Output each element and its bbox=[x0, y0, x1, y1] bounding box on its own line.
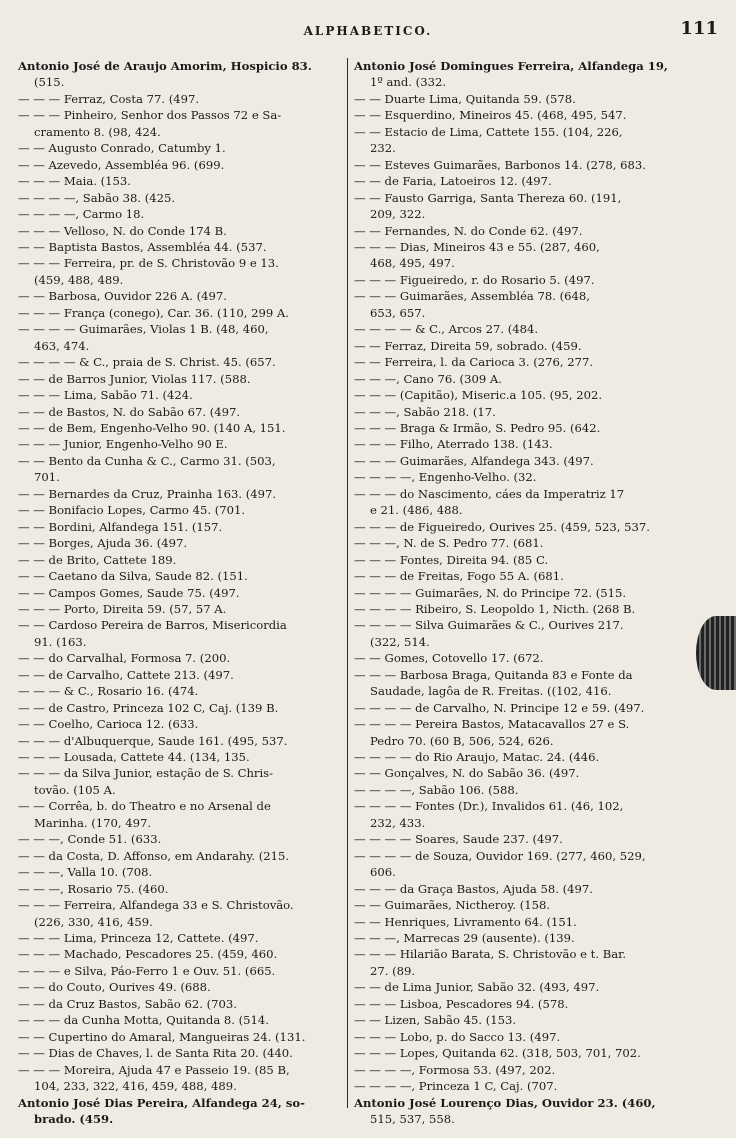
directory-entry-line: — — Azevedo, Assembléa 96. (699. bbox=[18, 157, 225, 172]
directory-entry-line: — — — — & C., Arcos 27. (484. bbox=[354, 322, 539, 337]
directory-entry-line: — — Borges, Ajuda 36. (497. bbox=[18, 536, 188, 551]
directory-entry-line: — — Bordini, Alfandega 151. (157. bbox=[18, 519, 223, 534]
directory-entry-line: — — Esquerdino, Mineiros 45. (468, 495, 547. bbox=[354, 108, 627, 123]
directory-entry-line: 463, 474. bbox=[34, 338, 90, 353]
directory-entry-line: Antonio José de Araujo Amorim, Hospicio 83. bbox=[18, 59, 312, 73]
directory-entry-line: — — — — & C., praia de S. Christ. 45. (657. bbox=[18, 355, 276, 370]
directory-entry-line: — — — Lopes, Quitanda 62. (318, 503, 701, 702. bbox=[354, 1046, 641, 1061]
directory-entry-line: — — — da Cunha Motta, Quitanda 8. (514. bbox=[18, 1013, 269, 1028]
directory-entry-line: — — Guimarães, Nictheroy. (158. bbox=[354, 898, 551, 913]
directory-entry-line: — — Esteves Guimarães, Barbonos 14. (278, 683. bbox=[354, 157, 646, 172]
directory-entry-line: Marinha. (170, 497. bbox=[34, 815, 152, 830]
directory-entry-line: — — Gomes, Cotovello 17. (672. bbox=[354, 651, 544, 666]
directory-entry-line: — — Cupertino do Amaral, Mangueiras 24. (131. bbox=[18, 1029, 306, 1044]
directory-entry-line: — — Corrêa, b. do Theatro e no Arsenal de bbox=[18, 799, 271, 814]
directory-entry-line: — — — — de Carvalho, N. Principe 12 e 59. (497. bbox=[354, 700, 645, 715]
directory-entry-line: — — — Figueiredo, r. do Rosario 5. (497. bbox=[354, 272, 595, 287]
directory-entry-line: — — — Lousada, Cattete 44. (134, 135. bbox=[18, 750, 250, 765]
directory-entry-line: — — de Barros Junior, Violas 117. (588. bbox=[18, 371, 251, 386]
directory-entry-line: — — da Cruz Bastos, Sabão 62. (703. bbox=[18, 996, 237, 1011]
directory-entry-line: — — — —, Engenho-Velho. (32. bbox=[354, 470, 537, 485]
directory-entry-line: Antonio José Domingues Ferreira, Alfandega 19, bbox=[354, 59, 668, 73]
directory-entry-line: Antonio José Lourenço Dias, Ouvidor 23. (460, bbox=[354, 1095, 656, 1110]
directory-entry-line: e 21. (486, 488. bbox=[370, 503, 463, 518]
column-divider bbox=[347, 58, 348, 1108]
directory-entry-line: — — de Brito, Cattete 189. bbox=[18, 552, 177, 567]
directory-entry-line: — — — Braga & Irmão, S. Pedro 95. (642. bbox=[354, 420, 601, 435]
directory-entry-line: — — de Faria, Latoeiros 12. (497. bbox=[354, 174, 552, 189]
directory-entry-line: — — —, N. de S. Pedro 77. (681. bbox=[354, 536, 544, 551]
directory-entry-line: — — da Costa, D. Affonso, em Andarahy. (215. bbox=[18, 848, 290, 863]
directory-entry-line: — — — da Graça Bastos, Ajuda 58. (497. bbox=[354, 881, 593, 896]
directory-entry-line: 91. (163. bbox=[34, 634, 87, 649]
directory-entry-line: — — Barbosa, Ouvidor 226 A. (497. bbox=[18, 289, 227, 304]
directory-entry-line: — — — —, Sabão 38. (425. bbox=[18, 190, 176, 205]
directory-entry-line: 468, 495, 497. bbox=[370, 256, 455, 271]
directory-entry-line: — — — — Fontes (Dr.), Invalidos 61. (46, 102, bbox=[354, 799, 624, 814]
directory-entry-line: — — — —, Princeza 1 C, Caj. (707. bbox=[354, 1079, 558, 1094]
directory-entry-line: tovão. (105 A. bbox=[34, 782, 116, 797]
directory-entry-line: — — — — Guimarães, Violas 1 B. (48, 460, bbox=[18, 322, 269, 337]
directory-entry-line: — — — do Nascimento, cáes da Imperatriz 17 bbox=[354, 486, 625, 501]
directory-entry-line: — — — Guimarães, Assembléa 78. (648, bbox=[354, 289, 590, 304]
directory-entry-line: — — Fausto Garriga, Santa Thereza 60. (191, bbox=[354, 190, 622, 205]
directory-entry-line: — — — Pinheiro, Senhor dos Passos 72 e Sa- bbox=[18, 108, 282, 123]
directory-entry-line: — — Augusto Conrado, Catumby 1. bbox=[18, 141, 226, 156]
directory-entry-line: Antonio José Dias Pereira, Alfandega 24, so- bbox=[18, 1095, 305, 1110]
directory-entry-line: — — Coelho, Carioca 12. (633. bbox=[18, 717, 199, 732]
directory-entry-line: — — — — Pereira Bastos, Matacavallos 27 e S. bbox=[354, 717, 630, 732]
directory-entry-line: — — do Couto, Ourives 49. (688. bbox=[18, 980, 211, 995]
directory-entry-line: — — — & C., Rosario 16. (474. bbox=[18, 684, 199, 699]
directory-entry-line: — — Henriques, Livramento 64. (151. bbox=[354, 914, 577, 929]
directory-entry-line: — — — Ferraz, Costa 77. (497. bbox=[18, 91, 200, 106]
directory-entry-line: — — — Velloso, N. do Conde 174 B. bbox=[18, 223, 227, 238]
directory-entry-line: 232. bbox=[370, 141, 396, 156]
directory-entry-line: — — — Ferreira, Alfandega 33 e S. Christovão. bbox=[18, 898, 294, 913]
directory-entry-line: — — — Ferreira, pr. de S. Christovão 9 e 13. bbox=[18, 256, 279, 271]
directory-entry-line: — — Cardoso Pereira de Barros, Misericordia bbox=[18, 618, 287, 633]
ink-stain-mark bbox=[696, 616, 736, 690]
directory-entry-line: — — — Lima, Princeza 12, Cattete. (497. bbox=[18, 931, 259, 946]
left-column bbox=[18, 58, 344, 1126]
directory-entry-line: — — — França (conego), Car. 36. (110, 299 A. bbox=[18, 305, 289, 320]
directory-entry-line: — — — Filho, Aterrado 138. (143. bbox=[354, 437, 553, 452]
directory-entry-line: — — Ferraz, Direita 59, sobrado. (459. bbox=[354, 338, 582, 353]
directory-entry-line: — — — Guimarães, Alfandega 343. (497. bbox=[354, 453, 594, 468]
directory-entry-line: — — Baptista Bastos, Assembléa 44. (537. bbox=[18, 239, 267, 254]
directory-entry-line: — — — Barbosa Braga, Quitanda 83 e Fonte da bbox=[354, 667, 633, 682]
directory-entry-line: — — — — Guimarães, N. do Principe 72. (515. bbox=[354, 585, 627, 600]
directory-entry-line: — — — — Silva Guimarães & C., Ourives 217. bbox=[354, 618, 624, 633]
directory-entry-line: — — Bonifacio Lopes, Carmo 45. (701. bbox=[18, 503, 246, 518]
directory-entry-line: — — —, Rosario 75. (460. bbox=[18, 881, 169, 896]
directory-entry-line: Pedro 70. (60 B, 506, 524, 626. bbox=[370, 733, 554, 748]
directory-entry-line: — — — — do Rio Araujo, Matac. 24. (446. bbox=[354, 750, 600, 765]
directory-entry-line: (459, 488, 489. bbox=[34, 272, 124, 287]
directory-entry-line: 606. bbox=[370, 865, 396, 880]
directory-entry-line: — — — Moreira, Ajuda 47 e Passeio 19. (85 B, bbox=[18, 1062, 290, 1077]
right-column bbox=[354, 58, 678, 1126]
directory-entry-line: (515. bbox=[34, 75, 65, 90]
directory-entry-line: — — — de Freitas, Fogo 55 A. (681. bbox=[354, 569, 564, 584]
directory-entry-line: — — de Bem, Engenho-Velho 90. (140 A, 151. bbox=[18, 420, 286, 435]
directory-entry-line: — — — e Silva, Páo-Ferro 1 e Ouv. 51. (665. bbox=[18, 963, 276, 978]
directory-entry-line: — — —, Marrecas 29 (ausente). (139. bbox=[354, 931, 575, 946]
directory-entry-line: 653, 657. bbox=[370, 305, 426, 320]
directory-entry-line: — — Campos Gomes, Saude 75. (497. bbox=[18, 585, 240, 600]
directory-entry-line: — — — Maia. (153. bbox=[18, 174, 131, 189]
directory-entry-line: 232, 433. bbox=[370, 815, 426, 830]
directory-entry-line: 209, 322. bbox=[370, 207, 426, 222]
directory-entry-line: — — Bento da Cunha & C., Carmo 31. (503, bbox=[18, 453, 276, 468]
directory-entry-line: — — do Carvalhal, Formosa 7. (200. bbox=[18, 651, 231, 666]
running-title: ALPHABETICO. bbox=[303, 24, 433, 38]
directory-entry-line: — — — Junior, Engenho-Velho 90 E. bbox=[18, 437, 228, 452]
directory-entry-line: 104, 233, 322, 416, 459, 488, 489. bbox=[34, 1079, 237, 1094]
directory-entry-line: — — de Bastos, N. do Sabão 67. (497. bbox=[18, 404, 241, 419]
directory-entry-line: — — — —, Formosa 53. (497, 202. bbox=[354, 1062, 556, 1077]
directory-entry-line: (226, 330, 416, 459. bbox=[34, 914, 153, 929]
directory-entry-line: — — — de Figueiredo, Ourives 25. (459, 523, 537. bbox=[354, 519, 650, 534]
page-number: 111 bbox=[680, 18, 718, 39]
directory-entry-line: — — —, Valla 10. (708. bbox=[18, 865, 153, 880]
directory-entry-line: — — — da Silva Junior, estação de S. Chris- bbox=[18, 766, 274, 781]
directory-entry-line: — — — —, Carmo 18. bbox=[18, 207, 145, 222]
directory-entry-line: — — — Lobo, p. do Sacco 13. (497. bbox=[354, 1029, 561, 1044]
directory-entry-line: — — — — Soares, Saude 237. (497. bbox=[354, 832, 563, 847]
directory-entry-line: — — Duarte Lima, Quitanda 59. (578. bbox=[354, 91, 576, 106]
directory-entry-line: — — — Porto, Direita 59. (57, 57 A. bbox=[18, 601, 227, 616]
page-header bbox=[0, 18, 736, 42]
directory-entry-line: — — —, Cano 76. (309 A. bbox=[354, 371, 502, 386]
directory-entry-line: (322, 514. bbox=[370, 634, 430, 649]
directory-entry-line: — — —, Conde 51. (633. bbox=[18, 832, 162, 847]
directory-entry-line: 27. (89. bbox=[370, 963, 416, 978]
directory-entry-line: — — — — Ribeiro, S. Leopoldo 1, Nicth. (268 B. bbox=[354, 601, 636, 616]
directory-entry-line: — — — —, Sabão 106. (588. bbox=[354, 782, 519, 797]
directory-entry-line: — — Bernardes da Cruz, Prainha 163. (497. bbox=[18, 486, 277, 501]
directory-entry-line: Saudade, lagôa de R. Freitas. ((102, 416. bbox=[370, 684, 612, 699]
directory-entry-line: — — Lizen, Sabão 45. (153. bbox=[354, 1013, 517, 1028]
directory-entry-line: — — de Castro, Princeza 102 C, Caj. (139 B. bbox=[18, 700, 279, 715]
directory-entry-line: — — — Dias, Mineiros 43 e 55. (287, 460, bbox=[354, 239, 600, 254]
directory-entry-line: — — —, Sabão 218. (17. bbox=[354, 404, 496, 419]
directory-entry-line: — — — — de Souza, Ouvidor 169. (277, 460, 529, bbox=[354, 848, 646, 863]
directory-entry-line: 515, 537, 558. bbox=[370, 1112, 455, 1126]
directory-entry-line: — — Estacio de Lima, Cattete 155. (104, 226, bbox=[354, 124, 623, 139]
directory-entry-line: — — de Carvalho, Cattete 213. (497. bbox=[18, 667, 234, 682]
directory-entry-line: — — — Hilarião Barata, S. Christovão e t. Bar. bbox=[354, 947, 627, 962]
directory-entry-line: — — Dias de Chaves, l. de Santa Rita 20. (440. bbox=[18, 1046, 293, 1061]
directory-entry-line: — — — Machado, Pescadores 25. (459, 460. bbox=[18, 947, 278, 962]
directory-entry-line: — — Fernandes, N. do Conde 62. (497. bbox=[354, 223, 583, 238]
directory-entry-line: cramento 8. (98, 424. bbox=[34, 124, 161, 139]
directory-entry-line: — — de Lima Junior, Sabão 32. (493, 497. bbox=[354, 980, 600, 995]
directory-entry-line: — — — d'Albuquerque, Saude 161. (495, 537. bbox=[18, 733, 288, 748]
directory-entry-line: — — Gonçalves, N. do Sabão 36. (497. bbox=[354, 766, 580, 781]
directory-entry-line: — — Ferreira, l. da Carioca 3. (276, 277. bbox=[354, 355, 594, 370]
directory-entry-line: — — Caetano da Silva, Saude 82. (151. bbox=[18, 569, 248, 584]
directory-entry-line: 1º and. (332. bbox=[370, 75, 447, 90]
directory-entry-line: — — — Lima, Sabão 71. (424. bbox=[18, 388, 193, 403]
directory-entry-line: — — — Fontes, Direita 94. (85 C. bbox=[354, 552, 549, 567]
directory-entry-line: 701. bbox=[34, 470, 60, 485]
directory-entry-line: — — — Lisboa, Pescadores 94. (578. bbox=[354, 996, 569, 1011]
directory-entry-line: — — — (Capitão), Miseric.a 105. (95, 202. bbox=[354, 388, 603, 403]
directory-entry-line: brado. (459. bbox=[34, 1112, 114, 1126]
